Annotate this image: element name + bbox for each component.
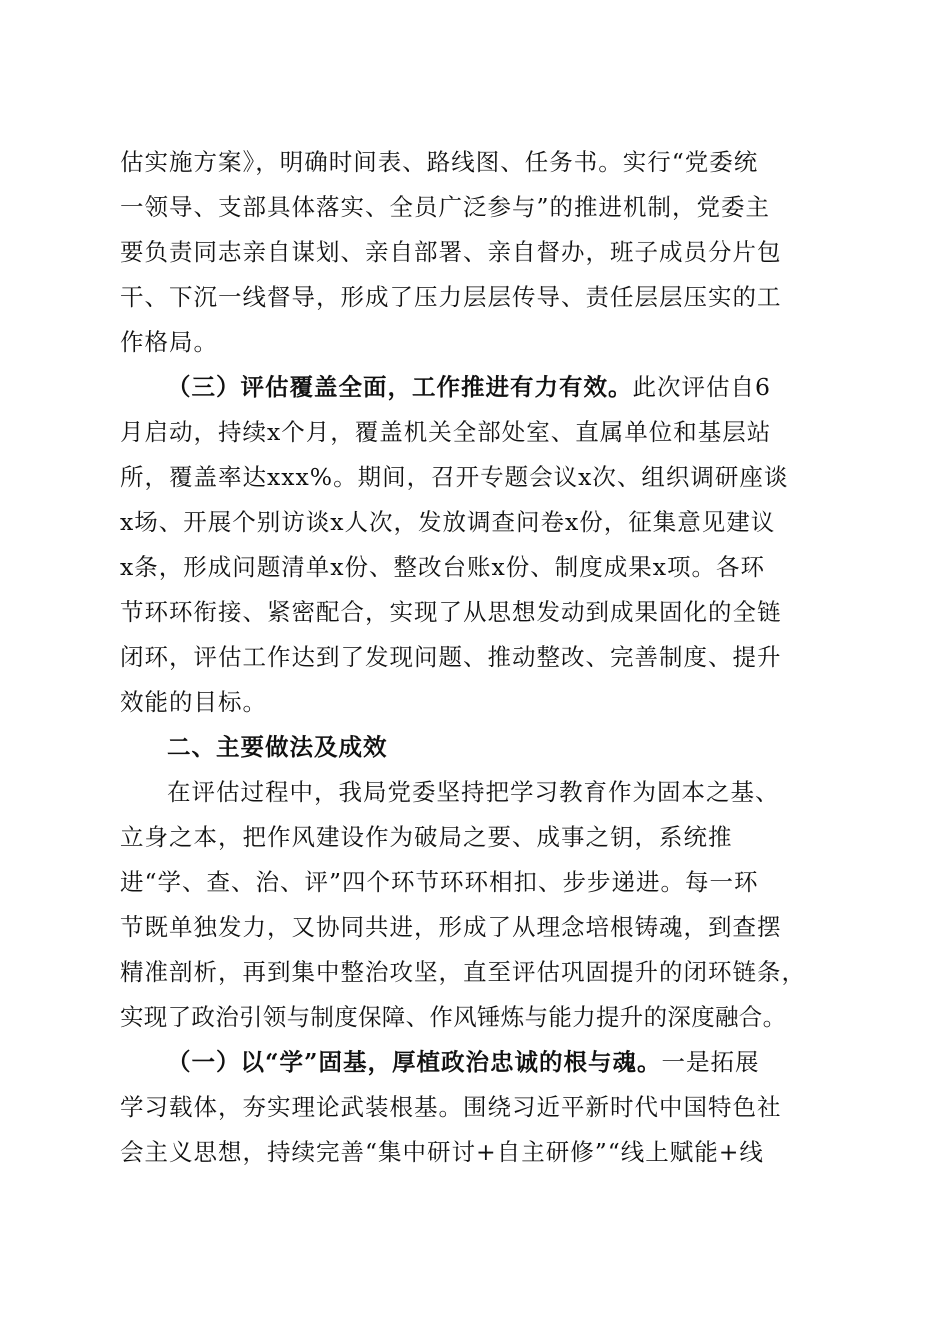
text-line: 作格局。	[120, 328, 218, 356]
part-two-paragraph	[120, 770, 830, 1040]
text-line: 节既单独发力，又协同共进，形成了从理念培根铸魂，到查摆	[120, 913, 782, 941]
text-line: 一领导、支部具体落实、全员广泛参与”的推进机制，党委主	[120, 193, 771, 221]
text-line: 立身之本，把作风建设作为破局之要、成事之钥，系统推	[120, 823, 733, 851]
text-line: 会主义思想，持续完善“集中研讨+自主研修”“线上赋能+线	[120, 1138, 764, 1166]
text-line: 闭环，评估工作达到了发现问题、推动整改、完善制度、提升	[120, 643, 782, 671]
section-one-paragraph	[120, 1040, 830, 1175]
section-three-lead: 此次评估自6	[632, 373, 771, 401]
text-line: 节环环衔接、紧密配合，实现了从思想发动到成果固化的全链	[120, 598, 782, 626]
paragraph-continued	[120, 140, 830, 365]
text-line: x场、开展个别访谈x人次，发放调查问卷x份，征集意见建议	[120, 508, 776, 536]
text-line: 实现了政治引领与制度保障、作风锤炼与能力提升的深度融合。	[120, 1003, 787, 1031]
text-line: 要负责同志亲自谋划、亲自部署、亲自督办，班子成员分片包	[120, 238, 782, 266]
section-one-heading: （一）以“学”固基，厚植政治忠诚的根与魂。	[167, 1048, 662, 1076]
text-line: 在评估过程中，我局党委坚持把学习教育作为固本之基、	[167, 778, 780, 806]
text-line	[120, 1040, 830, 1085]
text-line: 估实施方案》，明确时间表、路线图、任务书。实行“党委统	[120, 148, 759, 176]
section-three-heading: （三）评估覆盖全面，工作推进有力有效。	[167, 373, 633, 401]
text-line	[120, 365, 830, 410]
text-line: 进“学、查、治、评”四个环节环环相扣、步步递进。每一环	[120, 868, 759, 896]
text-line: 月启动，持续x个月，覆盖机关全部处室、直属单位和基层站	[120, 418, 772, 446]
text-line: 精准剖析，再到集中整治攻坚，直至评估巩固提升的闭环链条，	[120, 958, 806, 986]
text-line: 效能的目标。	[120, 688, 267, 716]
text-line: 学习载体，夯实理论武装根基。围绕习近平新时代中国特色社	[120, 1093, 782, 1121]
section-three-paragraph	[120, 365, 830, 725]
text-line: 所，覆盖率达xxx%。期间，召开专题会议x次、组织调研座谈	[120, 463, 789, 491]
part-two-heading-block	[120, 725, 830, 770]
text-line: x条，形成问题清单x份、整改台账x份、制度成果x项。各环	[120, 553, 766, 581]
part-two-heading: 二、主要做法及成效	[167, 733, 388, 761]
section-one-lead: 一是拓展	[661, 1048, 760, 1076]
text-line: 干、下沉一线督导，形成了压力层层传导、责任层层压实的工	[120, 283, 782, 311]
